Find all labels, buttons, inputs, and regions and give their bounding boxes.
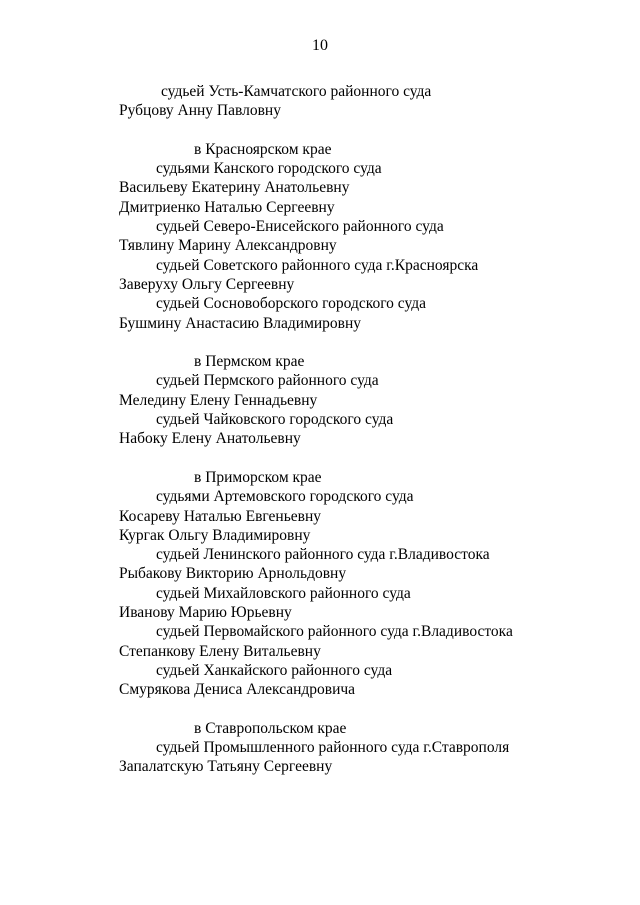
judge-name: Степанкову Елену Витальевну [119, 642, 321, 660]
judge-name: Иванову Марию Юрьевну [119, 604, 292, 622]
judge-name: Васильеву Екатерину Анатольевну [119, 179, 350, 197]
section-gap [0, 449, 640, 468]
court-line: судьями Артемовского городского суда [156, 488, 414, 506]
section-gap [0, 700, 640, 719]
court-line: судьей Первомайского районного суда г.Владивостока [156, 623, 513, 641]
judge-name: Рыбакову Викторию Арнольдовну [119, 565, 347, 583]
court-line: судьей Ленинского районного суда г.Владивостока [156, 546, 490, 564]
court-line: судьей Советского районного суда г.Красноярска [156, 256, 479, 274]
judge-name: Кургак Ольгу Владимировну [119, 526, 311, 544]
court-line: судьей Ханкайского районного суда [156, 661, 393, 679]
document-body [0, 82, 640, 777]
court-line: судьей Михайловского районного суда [156, 584, 411, 602]
section-gap [0, 333, 640, 352]
court-line: судьями Канского городского суда [156, 160, 382, 178]
judge-name: Косареву Наталью Евгеньевну [119, 507, 322, 525]
court-line: судьей Промышленного районного суда г.Ставрополя [156, 739, 510, 757]
court-line: судьей Усть-Камчатского районного суда [161, 83, 432, 100]
court-line: судьей Пермского районного суда [156, 372, 379, 390]
judge-name: Рубцову Анну Павловну [119, 102, 281, 120]
section-gap [0, 121, 640, 140]
court-line: судьей Сосновоборского городского суда [156, 295, 427, 313]
region-heading: в Пермском крае [194, 353, 305, 371]
judge-name: Смурякова Дениса Александровича [119, 681, 356, 699]
judge-name: Дмитриенко Наталью Сергеевну [119, 198, 335, 216]
judge-name: Тявлину Марину Александровну [119, 237, 337, 255]
page-number: 10 [312, 37, 328, 54]
court-line: судьей Чайковского городского суда [156, 411, 394, 429]
judge-name: Мелединy Елену Геннадьевну [119, 391, 318, 409]
judge-name: Запалатскую Татьяну Сергеевну [119, 758, 333, 776]
judge-name: Набоку Елену Анатольевну [119, 430, 301, 448]
court-line: судьей Северо-Енисейского районного суда [156, 218, 444, 236]
region-heading: в Ставропольском крае [194, 719, 347, 737]
region-heading: в Приморском крае [194, 468, 322, 486]
judge-name: Бушмину Анастасию Владимировну [119, 314, 362, 332]
region-heading: в Красноярском крае [194, 140, 332, 158]
judge-name: Заверуху Ольгу Сергеевну [119, 275, 295, 293]
